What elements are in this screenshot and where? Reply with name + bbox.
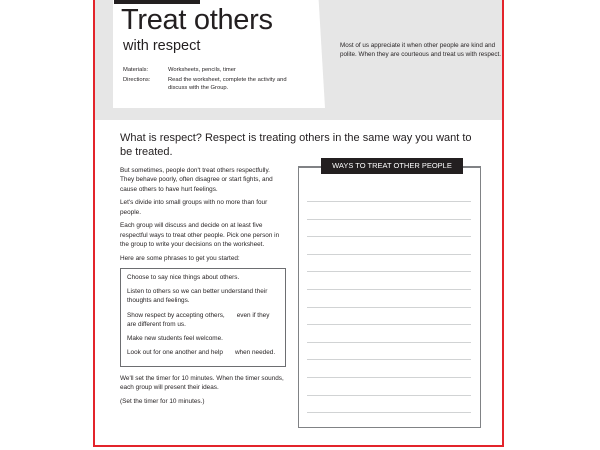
section-heading: What is respect? Respect is treating others in the same way you want to be treated.	[120, 132, 472, 158]
materials-label: Materials:	[123, 67, 149, 73]
writing-line	[307, 307, 471, 308]
phrase-item: Choose to say nice things about others.	[127, 273, 240, 281]
phrase-item: Make new students feel welcome.	[127, 335, 223, 343]
writing-line	[307, 395, 471, 396]
closing-note: (Set the timer for 10 minutes.)	[120, 397, 205, 405]
ways-box-title: WAYS TO TREAT OTHER PEOPLE	[321, 158, 463, 174]
phrase-part: Show respect by accepting others,	[127, 311, 225, 319]
phrase-part: even if they are different from us.	[127, 311, 270, 328]
phrase-item	[127, 311, 279, 330]
writing-line	[307, 236, 471, 237]
paragraph: But sometimes, people don't treat others respectfully. They behave poorly, often disagree or start fights, and cause others to have hurt feelings.	[120, 167, 273, 193]
phrase-part: Look out for one another and help	[127, 349, 223, 357]
directions-row	[123, 76, 303, 92]
phrase-part: when needed.	[234, 349, 276, 357]
writing-line	[307, 254, 471, 255]
page-title: Treat others	[121, 4, 273, 36]
writing-line	[307, 201, 471, 202]
writing-line	[307, 219, 471, 220]
phrases-box	[120, 268, 286, 367]
page-subtitle: with respect	[123, 38, 201, 54]
writing-line	[307, 412, 471, 413]
directions-value: Read the worksheet, complete the activity and discuss with the Group.	[168, 77, 287, 91]
activity-meta	[123, 66, 303, 94]
writing-line	[307, 271, 471, 272]
ways-writing-box[interactable]	[298, 166, 481, 428]
writing-line	[307, 289, 471, 290]
writing-line	[307, 377, 471, 378]
worksheet-page	[93, 0, 504, 447]
instructions-column	[120, 166, 285, 411]
phrase-item	[127, 348, 279, 357]
writing-line	[307, 359, 471, 360]
materials-value: Worksheets, pencils, timer	[168, 67, 236, 73]
intro-text: Most of us appreciate it when other people are kind and polite. When they are courteous and treat us with respect.	[340, 42, 502, 58]
paragraph: Each group will discuss and decide on at least five respectful ways to treat other people. Pick one person in the group to write your decisions on the worksheet.	[120, 222, 280, 249]
writing-line	[307, 342, 471, 343]
paragraph: Here are some phrases to get you started:	[120, 254, 240, 262]
materials-row	[123, 66, 303, 74]
writing-line	[307, 324, 471, 325]
paragraph: Let's divide into small groups with no more than four people.	[120, 199, 268, 216]
directions-label: Directions:	[123, 77, 151, 83]
phrase-item: Listen to others so we can better understand their thoughts and feelings.	[127, 287, 268, 305]
closing-paragraph: We'll set the timer for 10 minutes. When the timer sounds, each group will present their ideas.	[120, 374, 284, 392]
